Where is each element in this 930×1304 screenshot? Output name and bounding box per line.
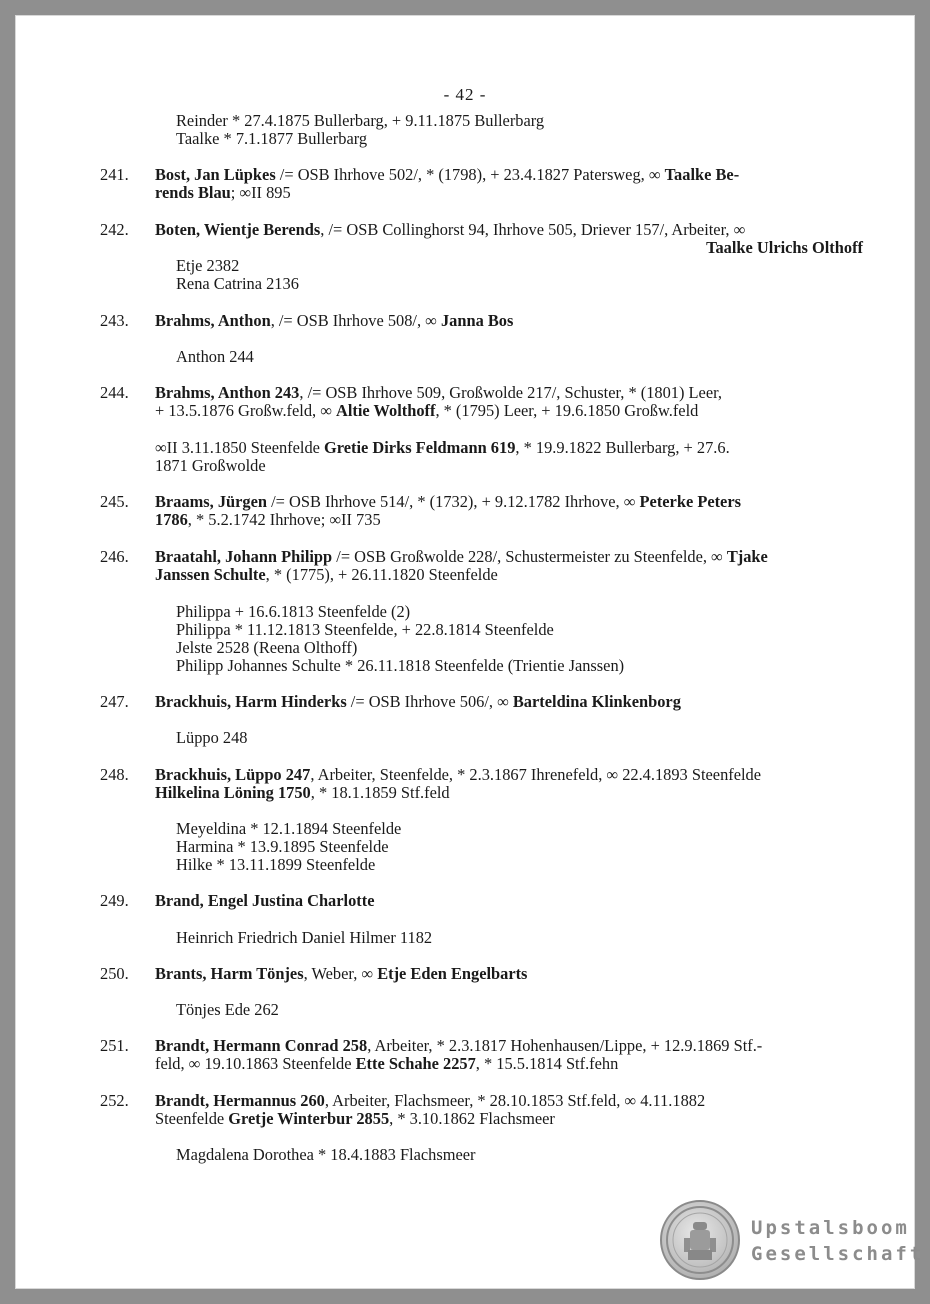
entry-247: Brackhuis, Harm Hinderks /= OSB Ihrhove 506/, ∞ Barteldina Klinkenborg (155, 692, 681, 711)
list-item: Taalke * 7.1.1877 Bullerbarg (176, 129, 368, 148)
entry-number: 250. (100, 964, 129, 983)
entry-number: 246. (100, 547, 129, 566)
list-item: Meyeldina * 12.1.1894 Steenfelde (176, 819, 402, 838)
list-item: Reinder * 27.4.1875 Bullerbarg, + 9.11.1875 Bullerbarg (176, 111, 545, 130)
entry-251: Brandt, Hermann Conrad 258, Arbeiter, * 2.3.1817 Hohenhausen/Lippe, + 12.9.1869 Stf.- feld, ∞ 19.10.1863 Steenfelde Ette Schahe 2257, * 15.5.1814 Stf.fehn (155, 1036, 763, 1073)
list-item: Jelste 2528 (Reena Olthoff) (176, 638, 358, 657)
entry-number: 251. (100, 1036, 129, 1055)
entry-250: Brants, Harm Tönjes, Weber, ∞ Etje Eden Engelbarts (155, 964, 528, 983)
document-page (15, 15, 925, 1289)
entry-number: 247. (100, 692, 129, 711)
entry-number: 248. (100, 765, 129, 784)
list-item: Hilke * 13.11.1899 Steenfelde (176, 855, 376, 874)
entry-243: Brahms, Anthon, /= OSB Ihrhove 508/, ∞ Janna Bos (155, 311, 514, 330)
entry-number: 242. (100, 220, 129, 239)
brand-line-2: Gesellschaft (751, 1243, 925, 1265)
entry-252: Brandt, Hermannus 260, Arbeiter, Flachsmeer, * 28.10.1853 Stf.feld, ∞ 4.11.1882 Steenfelde Gretje Winterbur 2855, * 3.10.1862 Flachsmeer (155, 1091, 706, 1128)
list-item: Lüppo 248 (176, 728, 248, 747)
entry-242: Boten, Wientje Berends, /= OSB Collinghorst 94, Ihrhove 505, Driever 157/, Arbeiter, ∞ Taalke Ulrichs Olthoff (155, 220, 863, 257)
entry-number: 245. (100, 492, 129, 511)
entry-number: 244. (100, 383, 129, 402)
entry-244-remarriage: ∞II 3.11.1850 Steenfelde Gretie Dirks Feldmann 619, * 19.9.1822 Bullerbarg, + 27.6. 1871 Großwolde (155, 438, 730, 475)
list-item: Rena Catrina 2136 (176, 274, 299, 293)
entry-number: 243. (100, 311, 129, 330)
entry-246: Braatahl, Johann Philipp /= OSB Großwolde 228/, Schustermeister zu Steenfelde, ∞ Tjake Janssen Schulte, * (1775), + 26.11.1820 Steenfelde (155, 547, 768, 584)
list-item: Magdalena Dorothea * 18.4.1883 Flachsmeer (176, 1145, 476, 1164)
list-item: Philippa + 16.6.1813 Steenfelde (2) (176, 602, 411, 621)
list-item: Philippa * 11.12.1813 Steenfelde, + 22.8.1814 Steenfelde (176, 620, 554, 639)
entry-248: Brackhuis, Lüppo 247, Arbeiter, Steenfelde, * 2.3.1867 Ihrenefeld, ∞ 22.4.1893 Steenfelde Hilkelina Löning 1750, * 18.1.1859 Stf.feld (155, 765, 762, 802)
entry-number: 249. (100, 891, 129, 910)
entry-number: 241. (100, 165, 129, 184)
brand-wordmark (751, 1215, 924, 1267)
list-item: Anthon 244 (176, 347, 254, 366)
list-item: Harmina * 13.9.1895 Steenfelde (176, 837, 389, 856)
list-item: Philipp Johannes Schulte * 26.11.1818 Steenfelde (Trientie Janssen) (176, 656, 625, 675)
entry-number: 252. (100, 1091, 129, 1110)
seal-logo-icon (660, 1200, 740, 1280)
list-item: Heinrich Friedrich Daniel Hilmer 1182 (176, 928, 433, 947)
entry-245: Braams, Jürgen /= OSB Ihrhove 514/, * (1732), + 9.12.1782 Ihrhove, ∞ Peterke Peters 1786, * 5.2.1742 Ihrhove; ∞II 735 (155, 492, 741, 529)
brand-line-1: Upstalsboom (751, 1217, 910, 1239)
entry-241: Bost, Jan Lüpkes /= OSB Ihrhove 502/, * (1798), + 23.4.1827 Patersweg, ∞ Taalke Be- rends Blau; ∞II 895 (155, 165, 740, 202)
list-item: Etje 2382 (176, 256, 240, 275)
list-item: Tönjes Ede 262 (176, 1000, 279, 1019)
entry-249: Brand, Engel Justina Charlotte (155, 891, 375, 910)
entry-244: Brahms, Anthon 243, /= OSB Ihrhove 509, Großwolde 217/, Schuster, * (1801) Leer, + 13.5.1876 Großw.feld, ∞ Altie Wolthoff, * (1795) Leer, + 19.6.1850 Großw.feld (155, 383, 723, 420)
page-number: - 42 - (443, 85, 487, 104)
